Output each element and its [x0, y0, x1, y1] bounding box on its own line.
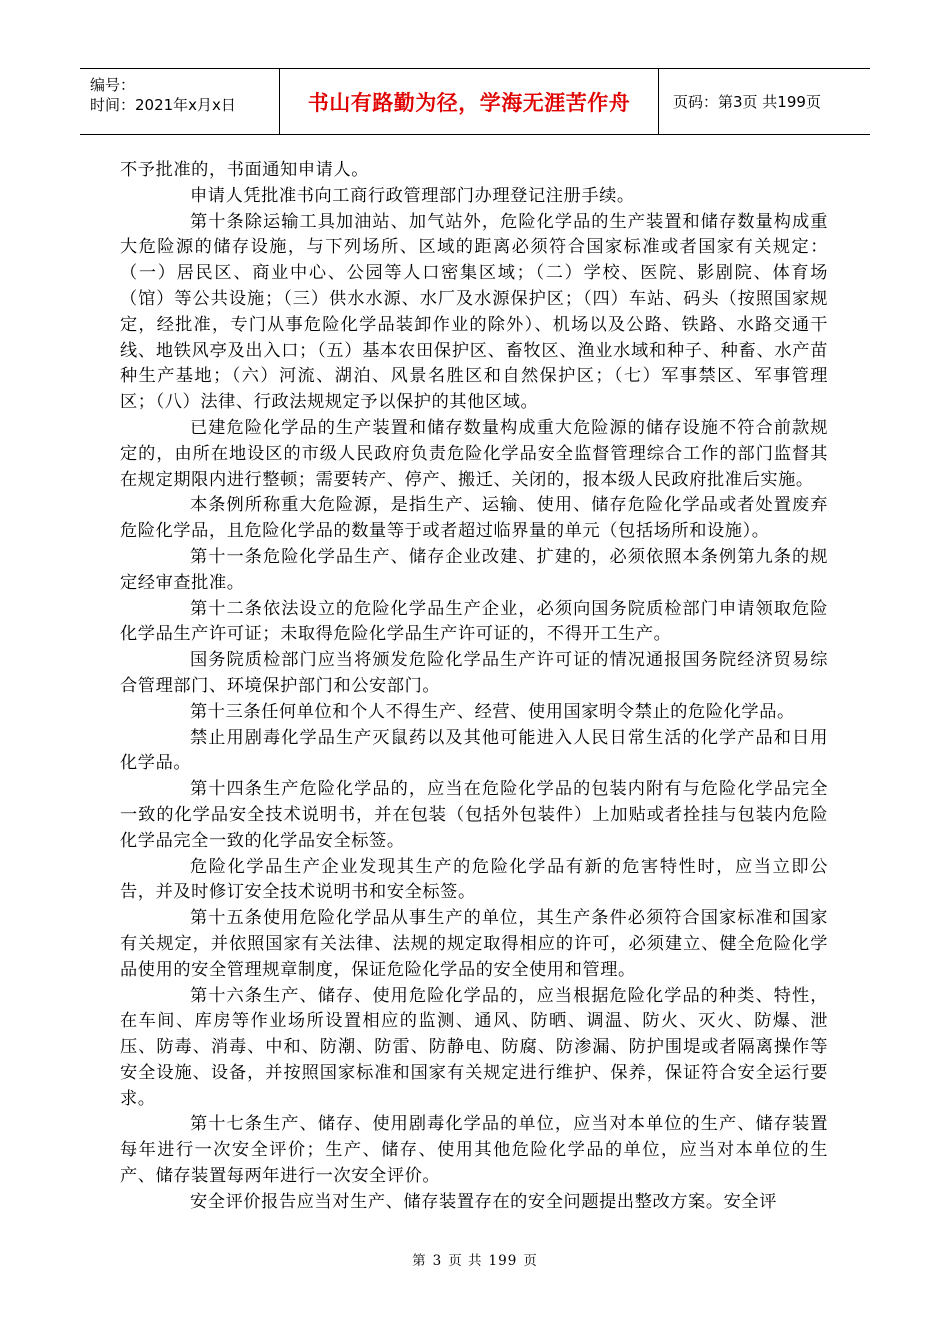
- paragraph: 本条例所称重大危险源，是指生产、运输、使用、储存危险化学品或者处置废弃危险化学品，且危险化学品的数量等于或者超过临界量的单元（包括场所和设施）。: [120, 495, 828, 542]
- paragraph: 第十二条依法设立的危险化学品生产企业，必须向国务院质检部门申请领取危险化学品生产许可证；未取得危险化学品生产许可证的，不得开工生产。: [120, 598, 828, 645]
- paragraph: 申请人凭批准书向工商行政管理部门办理登记注册手续。: [190, 185, 635, 206]
- footer-middle: 页 共: [448, 1253, 483, 1269]
- header-meta: [80, 69, 280, 134]
- paragraph: 禁止用剧毒化学品生产灭鼠药以及其他可能进入人民日常生活的化学产品和日用化学品。: [120, 727, 828, 774]
- paragraph: 国务院质检部门应当将颁发危险化学品生产许可证的情况通报国务院经济贸易综合管理部门、环境保护部门和公安部门。: [120, 650, 828, 696]
- paragraph: 第十六条生产、储存、使用危险化学品的，应当根据危险化学品的种类、特性，在车间、库房等作业场所设置相应的监测、通风、防晒、调温、防火、灭火、防爆、泄压、防毒、消毒、中和、防潮、防雷、防静电、防腐、防渗漏、防护围堤或者隔离操作等安全设施、设备，并按照国家标准和国家有关规定进行维护、保养，保证符合安全运行要求。: [120, 985, 828, 1109]
- paragraph: 危险化学品生产企业发现其生产的危险化学品有新的危害特性时，应当立即公告，并及时修订安全技术说明书和安全标签。: [120, 856, 828, 903]
- paragraph: 第十七条生产、储存、使用剧毒化学品的单位，应当对本单位的生产、储存装置每年进行一次安全评价；生产、储存、使用其他危险化学品的单位，应当对本单位的生产、储存装置每两年进行一次安全评价。: [120, 1114, 828, 1187]
- paragraph: 已建危险化学品的生产装置和储存数量构成重大危险源的储存设施不符合前款规定的，由所在地设区的市级人民政府负责危险化学品安全监督管理综合工作的部门监督其在规定期限内进行整顿；需要转产、停产、搬迁、关闭的，报本级人民政府批准后实施。: [120, 417, 828, 490]
- page-header: [80, 68, 870, 135]
- paragraph: 第十一条危险化学品生产、储存企业改建、扩建的，必须依照本条例第九条的规定经审查批准。: [120, 546, 828, 593]
- paragraph: 不予批准的，书面通知申请人。: [120, 160, 370, 180]
- paragraph: 第十条除运输工具加油站、加气站外，危险化学品的生产装置和储存数量构成重大危险源的储存设施，与下列场所、区域的距离必须符合国家标准或者国家有关规定：（一）居民区、商业中心、公园等人口密集区域；（二）学校、医院、影剧院、体育场（馆）等公共设施；（三）供水水源、水厂及水源保护区；（四）车站、码头（按照国家规定，经批准，专门从事危险化学品装卸作业的除外）、机场以及公路、铁路、水路交通干线、地铁风亭及出入口；（五）基本农田保护区、畜牧区、渔业水域和种子、种畜、水产苗种生产基地；（六）河流、湖泊、风景名胜区和自然保护区；（七）军事禁区、军事管理区；（八）法律、行政法规规定予以保护的其他区域。: [120, 211, 828, 413]
- paragraph: 第十五条使用危险化学品从事生产的单位，其生产条件必须符合国家标准和国家有关规定，并依照国家有关法律、法规的规定取得相应的许可，必须建立、健全危险化学品使用的安全管理规章制度，保证危险化学品的安全使用和管理。: [120, 908, 828, 980]
- footer-total-pages: 199: [488, 1253, 518, 1269]
- header-page-info: 页码：第3页 共199页: [673, 93, 821, 111]
- footer-current-page: 3: [432, 1253, 443, 1269]
- paragraph: 安全评价报告应当对生产、储存装置存在的安全问题提出整改方案。安全评: [190, 1191, 777, 1212]
- page-footer: [0, 1249, 950, 1269]
- footer-suffix: 页: [523, 1253, 538, 1269]
- header-motto: 书山有路勤为径，学海无涯苦作舟: [280, 69, 659, 134]
- paragraph: 第十四条生产危险化学品的，应当在危险化学品的包装内附有与危险化学品完全一致的化学品安全技术说明书，并在包装（包括外包装件）上加贴或者拴挂与包装内危险化学品完全一致的化学品安全标签。: [120, 779, 828, 851]
- paragraph: 第十三条任何单位和个人不得生产、经营、使用国家明令禁止的危险化学品。: [190, 701, 795, 722]
- date-label: 时间：2021年x月x日: [90, 96, 236, 114]
- footer-prefix: 第: [412, 1253, 427, 1269]
- document-body: [120, 158, 828, 1216]
- serial-number-label: 编号：: [90, 76, 136, 94]
